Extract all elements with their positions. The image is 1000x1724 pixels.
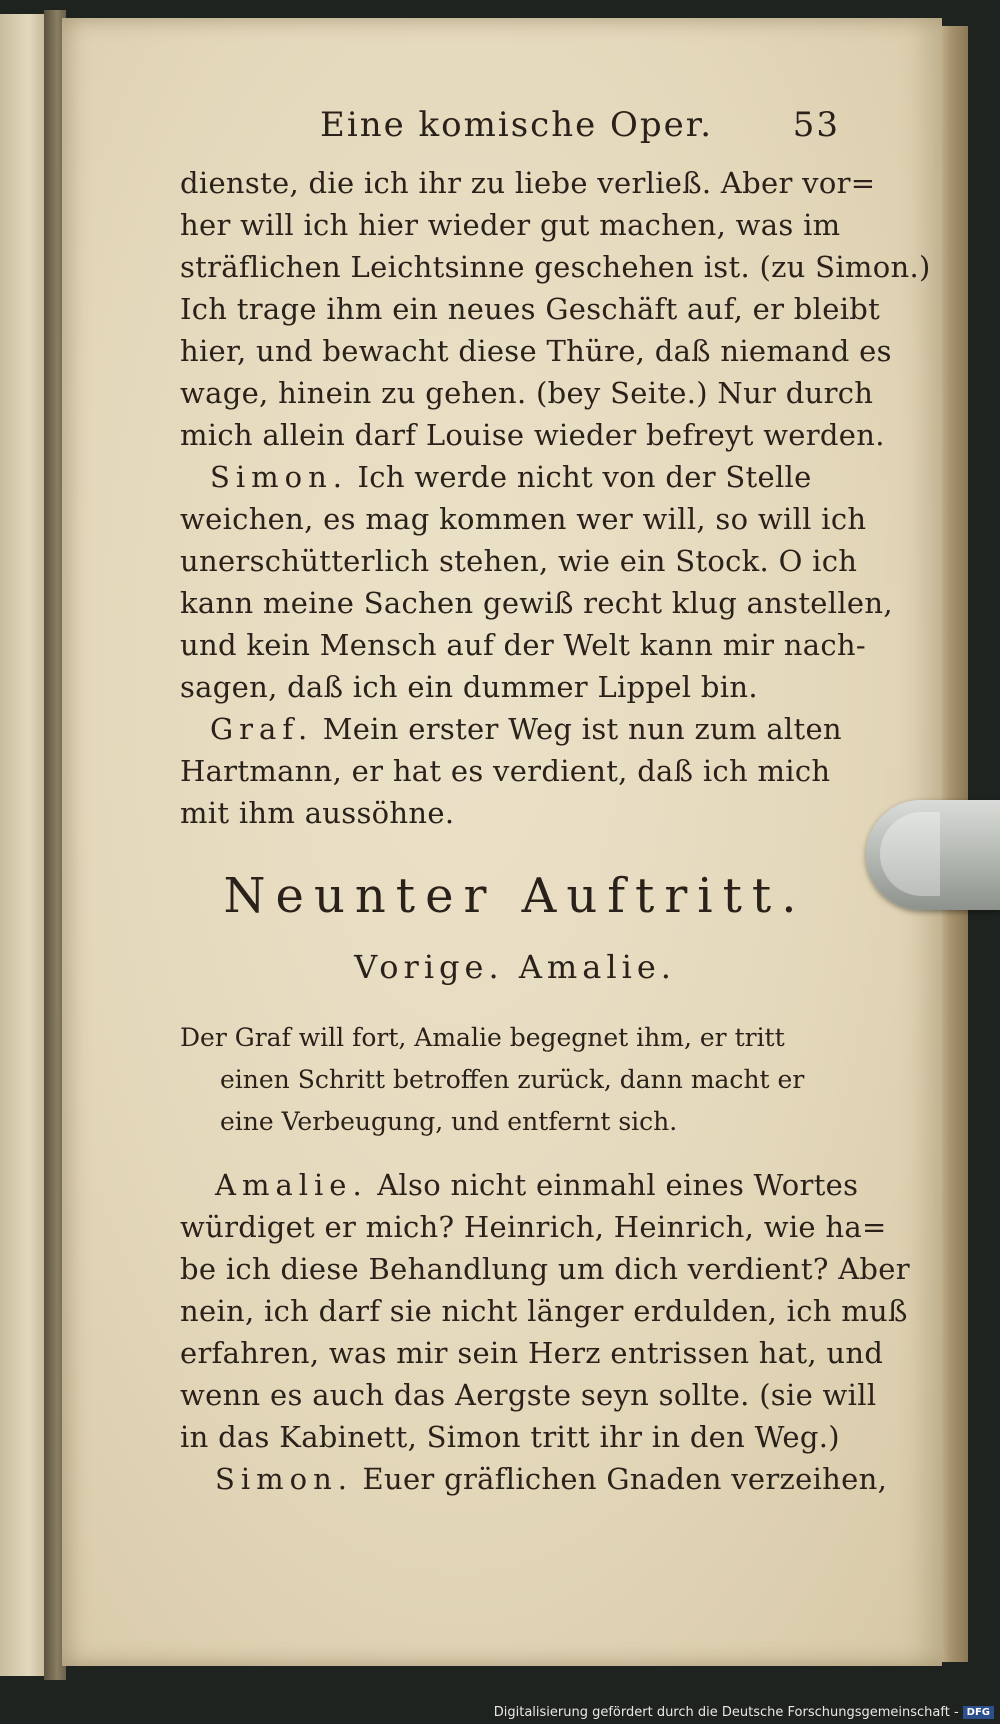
text-line: würdiget er mich? Heinrich, Heinrich, wie ha=: [180, 1210, 887, 1244]
stage-direction-line: Der Graf will fort, Amalie begegnet ihm, er tritt: [180, 1023, 785, 1052]
text-line: in das Kabinett, Simon tritt ihr in den Weg.): [180, 1420, 840, 1454]
speech-text: Euer gräflichen Gnaden verzeihen,: [353, 1462, 888, 1496]
credit-text: Digitalisierung gefördert durch die Deutsche Forschungsgemeinschaft -: [493, 1705, 959, 1720]
digitization-credit: [494, 1705, 994, 1720]
speech-text: Mein erster Weg ist nun zum alten: [313, 712, 842, 746]
text-line: wenn es auch das Aergste seyn sollte. (sie will: [180, 1378, 877, 1412]
speech-text: Also nicht einmahl eines Wortes: [367, 1168, 859, 1202]
text-line: und kein Mensch auf der Welt kann mir nach-: [180, 628, 866, 662]
text-line: Hartmann, er hat es verdient, daß ich mich: [180, 754, 831, 788]
speech-line: [210, 709, 880, 749]
text-line: her will ich hier wieder gut machen, was im: [180, 208, 841, 242]
speaker-name: Simon.: [210, 460, 348, 494]
text-line: Ich trage ihm ein neues Geschäft auf, er bleibt: [180, 292, 881, 326]
running-header: [320, 105, 840, 153]
text-line: weichen, es mag kommen wer will, so will ich: [180, 502, 867, 536]
scene-characters: Vorige. Amalie.: [354, 948, 676, 986]
scene-heading: Neunter Auftritt.: [223, 868, 807, 924]
text-line: be ich diese Behandlung um dich verdient? Aber: [180, 1252, 910, 1286]
dfg-logo: DFG: [963, 1706, 994, 1719]
stage-direction-line: einen Schritt betroffen zurück, dann macht er: [220, 1065, 805, 1094]
text-line: mit ihm aussöhne.: [180, 796, 455, 830]
page-number: 53: [792, 105, 840, 145]
text-line: erfahren, was mir sein Herz entrissen hat, und: [180, 1336, 884, 1370]
speech-line: [215, 1459, 888, 1499]
page-clip: [866, 800, 1000, 910]
running-header-title: Eine komische Oper.: [320, 105, 714, 145]
text-line: wage, hinein zu gehen. (bey Seite.) Nur durch: [180, 376, 874, 410]
text-line: mich allein darf Louise wieder befreyt werden.: [180, 418, 885, 452]
text-line: nein, ich darf sie nicht länger erdulden, ich muß: [180, 1294, 908, 1328]
text-line: unerschütterlich stehen, wie ein Stock. O ich: [180, 544, 858, 578]
speaker-name: Amalie.: [215, 1168, 368, 1202]
speech-line: [210, 457, 880, 497]
text-line: sträflichen Leichtsinne geschehen ist. (zu Simon.): [180, 250, 931, 284]
text-line: hier, und bewacht diese Thüre, daß niemand es: [180, 334, 892, 368]
text-line: dienste, die ich ihr zu liebe verließ. Aber vor=: [180, 166, 876, 200]
speaker-name: Simon.: [215, 1462, 353, 1496]
text-line: sagen, daß ich ein dummer Lippel bin.: [180, 670, 758, 704]
text-line: kann meine Sachen gewiß recht klug anstellen,: [180, 586, 893, 620]
speech-text: Ich werde nicht von der Stelle: [348, 460, 812, 494]
stage-direction-line: eine Verbeugung, und entfernt sich.: [220, 1107, 678, 1136]
speech-line: [215, 1165, 885, 1205]
speaker-name: Graf.: [210, 712, 314, 746]
